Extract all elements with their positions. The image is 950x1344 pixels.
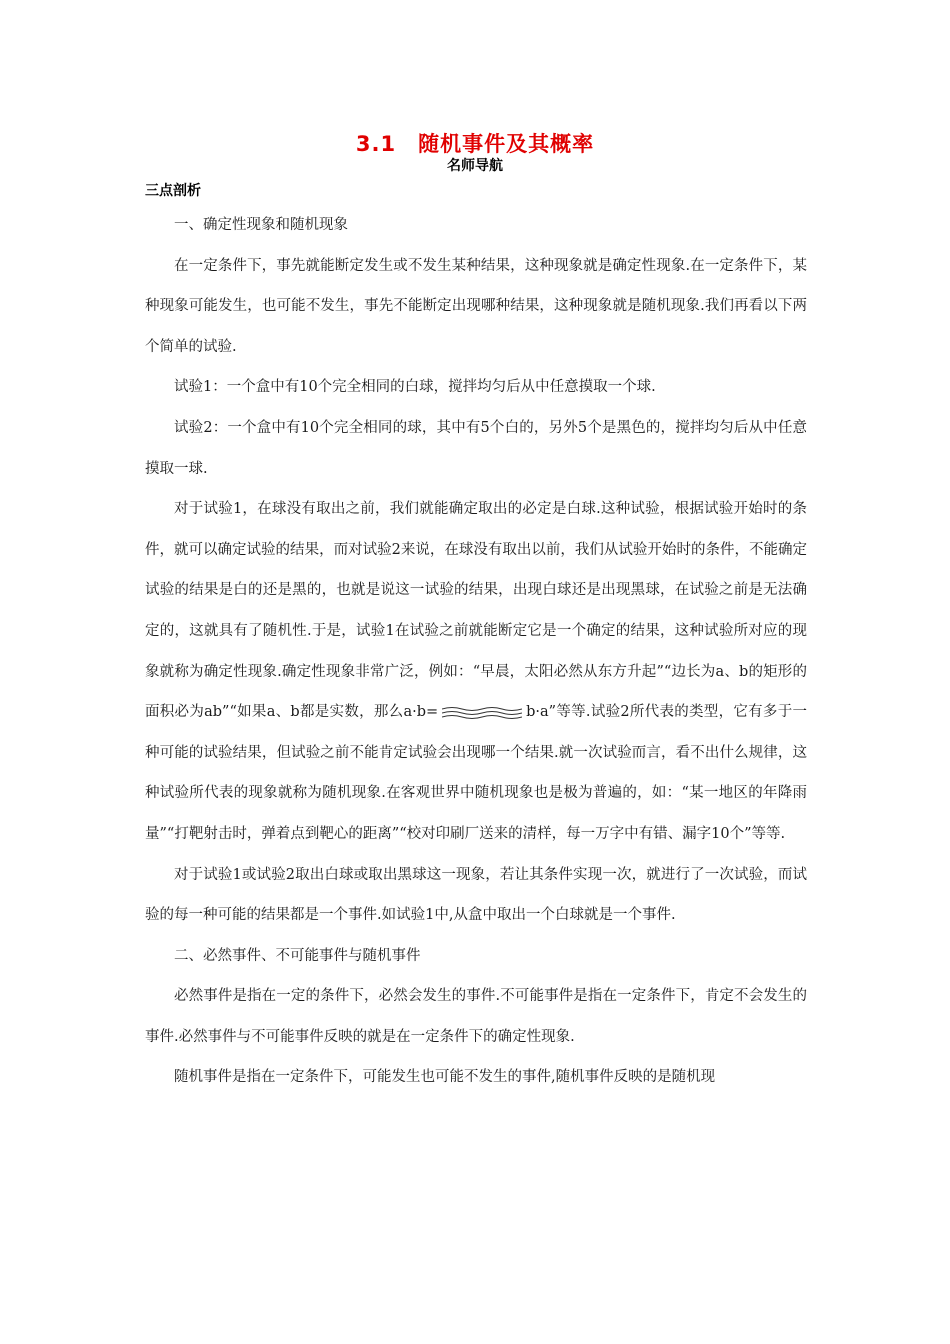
section-label: 三点剖析 <box>145 183 201 199</box>
wave-mark-icon <box>442 705 522 719</box>
paragraph-random-events: 随机事件是指在一定条件下，可能发生也可能不发生的事件,随机事件反映的是随机现 <box>174 1069 716 1086</box>
analysis-text-after-mark: b·a”等等.试验2所代表的类型，它有多于一种可能的试验结果，但试验之前不能肯定试验会出现哪一个结果.就一次试验而言，看不出什么规律，这种试验所代表的现象就称为随机现象.在客观世界中随机现象也是极为普遍的，如：“某一地区的年降雨量”“打靶射击时，弹着点到靶心的距离”“校对印刷厂送来的清样，每一万字中有错、漏字10个”等等. <box>145 704 807 842</box>
heading-certain-impossible-random: 二、必然事件、不可能事件与随机事件 <box>174 947 421 964</box>
paragraph-certain-events: 必然事件是指在一定的条件下，必然会发生的事件.不可能事件是指在一定条件下，肯定不会发生的事件.必然事件与不可能事件反映的就是在一定条件下的确定性现象. <box>145 988 807 1045</box>
paragraph-events: 对于试验1或试验2取出白球或取出黑球这一现象，若让其条件实现一次，就进行了一次试验，而试验的每一种可能的结果都是一个事件.如试验1中,从盒中取出一个白球就是一个事件. <box>145 866 807 924</box>
paragraph-experiment-2: 试验2：一个盒中有10个完全相同的球，其中有5个白的，另外5个是黑色的，搅拌均匀后从中任意摸取一球. <box>145 419 807 477</box>
page-subtitle: 名师导航 <box>447 158 503 174</box>
paragraph-experiment-1: 试验1：一个盒中有10个完全相同的白球，搅拌均匀后从中任意摸取一个球. <box>174 379 656 396</box>
analysis-text-before-mark: 对于试验1，在球没有取出之前，我们就能确定取出的必定是白球.这种试验，根据试验开始时的条件，就可以确定试验的结果，而对试验2来说，在球没有取出以前，我们从试验开始时的条件，不能确定试验的结果是白的还是黑的，也就是说这一试验的结果，出现白球还是出现黑球，在试验之前是无法确定的，这就具有了随机性.于是，试验1在试验之前就能断定它是一个确定的结果，这种试验所对应的现象就称为确定性现象.确定性现象非常广泛，例如：“早晨，太阳必然从东方升起”“边长为a、b的矩形的面积必为ab”“如果a、b都是实数，那么a·b= <box>145 501 807 721</box>
heading-deterministic-random: 一、确定性现象和随机现象 <box>174 217 348 233</box>
paragraph-analysis <box>145 489 807 854</box>
page-title: 3.1 随机事件及其概率 <box>355 132 595 156</box>
body-text <box>145 205 807 1098</box>
paragraph-definitions: 在一定条件下，事先就能断定发生或不发生某种结果，这种现象就是确定性现象.在一定条件下，某种现象可能发生，也可能不发生，事先不能断定出现哪种结果，这种现象就是随机现象.我们再看以下两个简单的试验. <box>145 257 807 355</box>
